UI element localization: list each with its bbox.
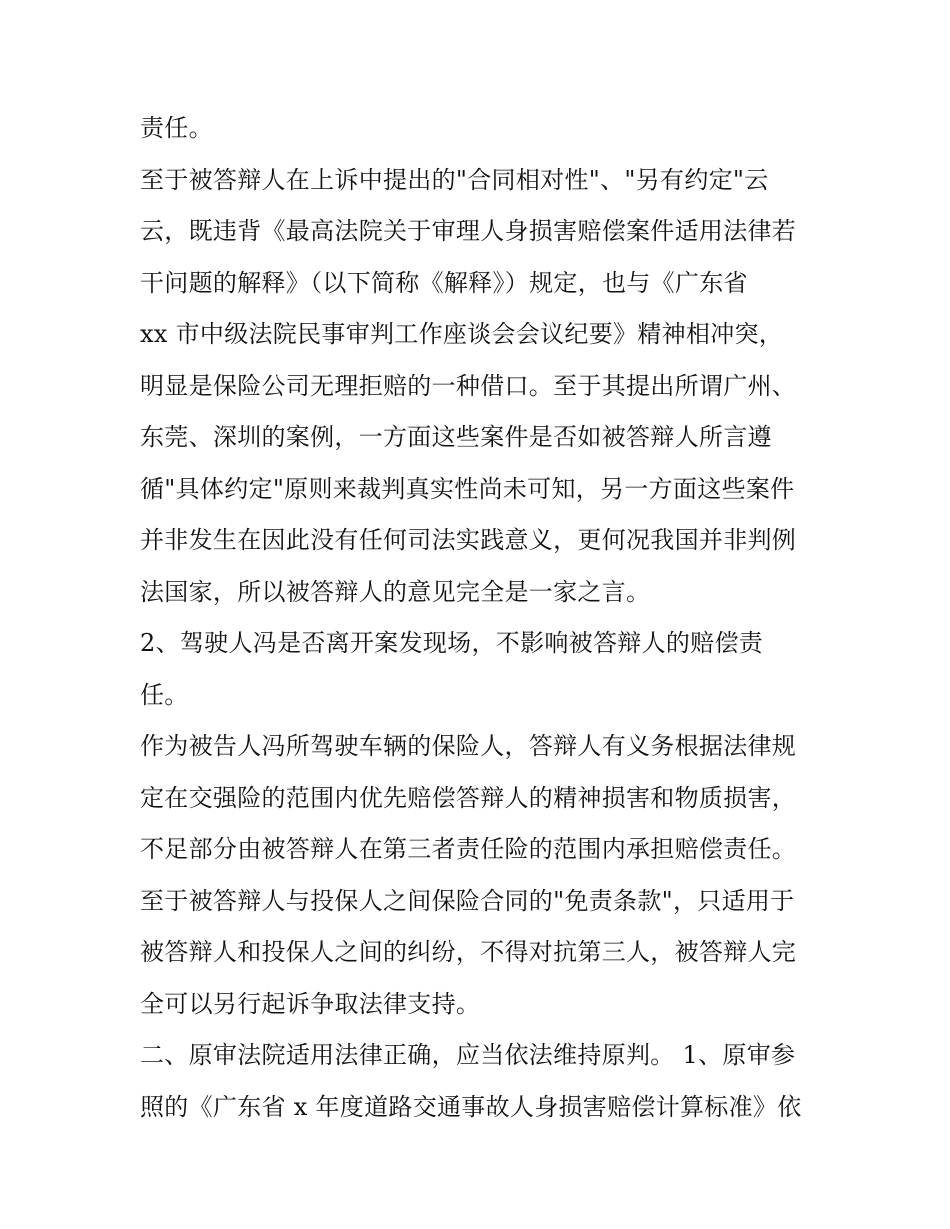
text-line: 东莞、深圳的案例，一方面这些案件是否如被答辩人所言遵 xyxy=(140,423,772,451)
text-line: 定在交强险的范围内优先赔偿答辩人的精神损害和物质损害， xyxy=(140,783,797,812)
text-line: 二、原审法院适用法律正确，应当依法维持原判。 1、原审参 xyxy=(140,1041,796,1069)
text-line: xx 市中级法院民事审判工作座谈会会议纪要》精神相冲突， xyxy=(140,320,784,348)
text-line: 并非发生在因此没有任何司法实践意义，更何况我国并非判例 xyxy=(140,526,797,554)
text-line: 全可以另行起诉争取法律支持。 xyxy=(140,989,481,1018)
text-line: 云，既违背《最高法院关于审理人身损害赔偿案件适用法律若 xyxy=(140,217,797,245)
text-line: 照的《广东省 x 年度道路交通事故人身损害赔偿计算标准》依 xyxy=(140,1092,802,1121)
text-line: 干问题的解释》（以下简称《解释》）规定，也与《广东省 xyxy=(140,268,748,297)
text-line: 被答辩人和投保人之间的纠纷，不得对抗第三人，被答辩人完 xyxy=(140,938,797,966)
text-line: 明显是保险公司无理拒赔的一种借口。至于其提出所谓广州、 xyxy=(140,371,797,400)
text-line: 循"具体约定"原则来裁判真实性尚未可知，另一方面这些案件 xyxy=(140,474,795,503)
text-line: 2、驾驶人冯是否离开案发现场，不影响被答辩人的赔偿责 xyxy=(140,629,764,657)
text-line: 不足部分由被答辩人在第三者责任险的范围内承担赔偿责任。 xyxy=(140,835,797,863)
text-line: 至于被答辩人在上诉中提出的"合同相对性"、"另有约定"云 xyxy=(140,165,769,194)
text-line: 至于被答辩人与投保人之间保险合同的"免责条款"，只适用于 xyxy=(140,886,795,915)
text-line: 法国家，所以被答辩人的意见完全是一家之言。 xyxy=(140,577,651,606)
text-line: 责任。 xyxy=(140,114,213,142)
document-body xyxy=(140,103,830,1133)
text-line: 作为被告人冯所驾驶车辆的保险人，答辩人有义务根据法律规 xyxy=(140,732,797,760)
text-line: 任。 xyxy=(140,680,189,709)
